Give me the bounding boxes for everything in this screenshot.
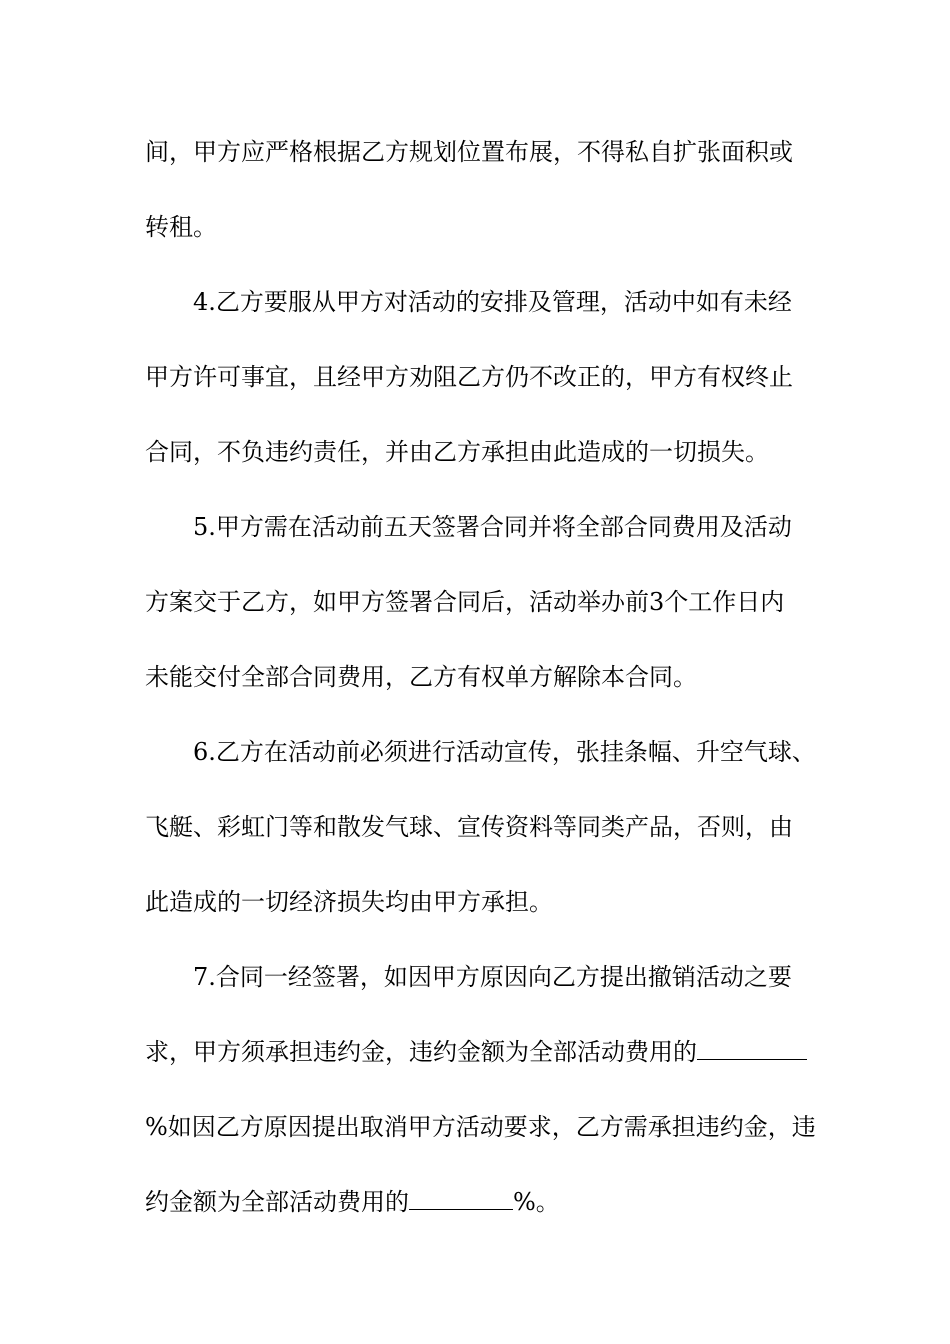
paragraph-line: 6.乙方在活动前必须进行活动宣传，张挂条幅、升空气球、	[193, 738, 816, 766]
paragraph-line: 合同，不负违约责任，并由乙方承担由此造成的一切损失。	[145, 438, 769, 466]
paragraph-line: 5.甲方需在活动前五天签署合同并将全部合同费用及活动	[193, 513, 792, 541]
fill-in-blank	[409, 1189, 513, 1210]
paragraph-text: %。	[513, 1188, 560, 1216]
paragraph-text: 求，甲方须承担违约金，违约金额为全部活动费用的	[145, 1038, 697, 1066]
paragraph-line: 甲方许可事宜，且经甲方劝阻乙方仍不改正的，甲方有权终止	[145, 363, 793, 391]
paragraph-line-with-blank	[145, 1187, 825, 1217]
fill-in-blank	[697, 1039, 807, 1060]
paragraph-line: 方案交于乙方，如甲方签署合同后，活动举办前3个工作日内	[145, 588, 785, 616]
paragraph-line: %如因乙方原因提出取消甲方活动要求，乙方需承担违约金，违	[145, 1113, 816, 1141]
paragraph-line: 间，甲方应严格根据乙方规划位置布展，不得私自扩张面积或	[145, 138, 793, 166]
paragraph-line: 未能交付全部合同费用，乙方有权单方解除本合同。	[145, 663, 697, 691]
paragraph-line: 4.乙方要服从甲方对活动的安排及管理，活动中如有未经	[193, 288, 792, 316]
paragraph-line: 7.合同一经签署，如因甲方原因向乙方提出撤销活动之要	[193, 963, 792, 991]
paragraph-line: 转租。	[145, 213, 217, 241]
paragraph-line: 飞艇、彩虹门等和散发气球、宣传资料等同类产品，否则，由	[145, 813, 793, 841]
paragraph-line-with-blank	[145, 1037, 825, 1067]
paragraph-text: 约金额为全部活动费用的	[145, 1188, 409, 1216]
paragraph-line: 此造成的一切经济损失均由甲方承担。	[145, 888, 553, 916]
